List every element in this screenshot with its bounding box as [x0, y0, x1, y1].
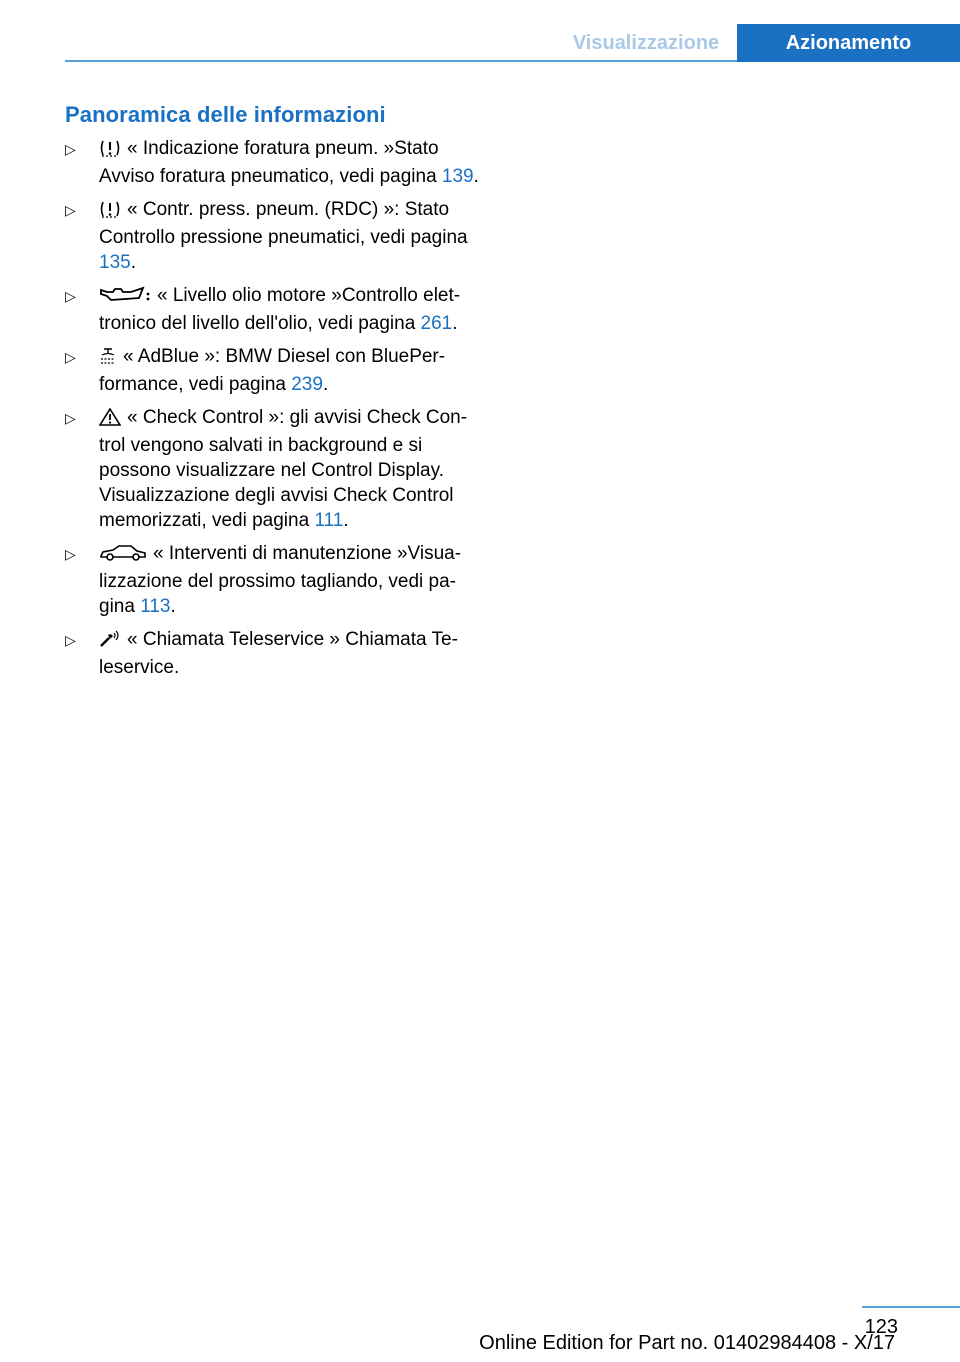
list-item [65, 627, 485, 680]
oil-can-icon [99, 286, 151, 311]
list-item: ▷ « Contr. press. pneum. (RDC) »: Stato Controllo pressione pneumatici, vedi pagina 135. [65, 199, 468, 273]
page-link[interactable]: 113 [140, 596, 171, 617]
info-list [65, 136, 485, 688]
tire-pressure-icon [99, 200, 121, 225]
item-text: « Interventi di manutenzione »Visualizzazione del prossimo tagliando, vedi pagina [99, 543, 462, 617]
teleservice-wrench-icon [99, 630, 121, 655]
list-item: ▷ « Indicazione foratura pneum. »Stato Avviso foratura pneumatico, vedi pagina 139. [65, 138, 479, 187]
triangle-bullet-icon: ▷ [65, 288, 76, 304]
tab-visualizzazione[interactable]: Visualizzazione [572, 31, 720, 54]
page-link[interactable]: 261 [420, 313, 453, 334]
page-link[interactable]: 239 [291, 374, 323, 395]
car-service-icon [99, 544, 147, 569]
item-text: « AdBlue »: BMW Diesel con BluePerformance, vedi pagina [99, 346, 446, 395]
item-text: « Contr. press. pneum. (RDC) »: Stato Controllo pressione pneumatici, vedi pagina [99, 199, 468, 248]
item-text: « Indicazione foratura pneum. »Stato Avviso foratura pneumatico, vedi pagina [99, 138, 442, 187]
triangle-bullet-icon: ▷ [65, 202, 76, 218]
page-link[interactable]: 111 [314, 510, 344, 531]
item-text: « Chiamata Teleservice » Chiamata Teleservice. [99, 629, 458, 678]
tire-warning-icon [99, 139, 121, 164]
page-link[interactable]: 139 [441, 166, 474, 187]
page-number-rule [862, 1306, 960, 1308]
section-title: Panoramica delle informazioni [65, 102, 386, 127]
list-item: ▷ « Interventi di manutenzione »Visualizzazione del prossimo tagliando, vedi pagina 113. [65, 543, 462, 617]
item-text: « Check Control »: gli avvisi Check Control vengono salvati in background e si possono visualizzare nel Control Display. Visualizzazione degli avvisi Check Control memorizzati, vedi pagina [99, 407, 468, 531]
warning-triangle-icon [99, 408, 121, 433]
triangle-bullet-icon: ▷ [65, 410, 76, 426]
page-number: 123 [864, 1316, 898, 1338]
page-link[interactable]: 135 [99, 252, 131, 273]
list-item: ▷ « Livello olio motore »Controllo elettronico del livello dell'olio, vedi pagina 261. [65, 285, 461, 334]
tab-azionamento[interactable]: Azionamento [737, 24, 960, 62]
triangle-bullet-icon: ▷ [65, 632, 76, 648]
list-item: ▷ « AdBlue »: BMW Diesel con BluePerformance, vedi pagina 239. [65, 346, 446, 395]
adblue-icon [99, 347, 117, 372]
item-text: « Livello olio motore »Controllo elettronico del livello dell'olio, vedi pagina [99, 285, 461, 334]
list-item: ▷ « Check Control »: gli avvisi Check Control vengono salvati in background e si possono visualizzare nel Control Display. Visualizzazione degli avvisi Check Control memorizzati, vedi pagina 111. [65, 407, 468, 531]
triangle-bullet-icon: ▷ [65, 349, 76, 365]
triangle-bullet-icon: ▷ [65, 546, 76, 562]
triangle-bullet-icon: ▷ [65, 141, 76, 157]
edition-footer: Online Edition for Part no. 01402984408 - X/17 [479, 1332, 895, 1354]
